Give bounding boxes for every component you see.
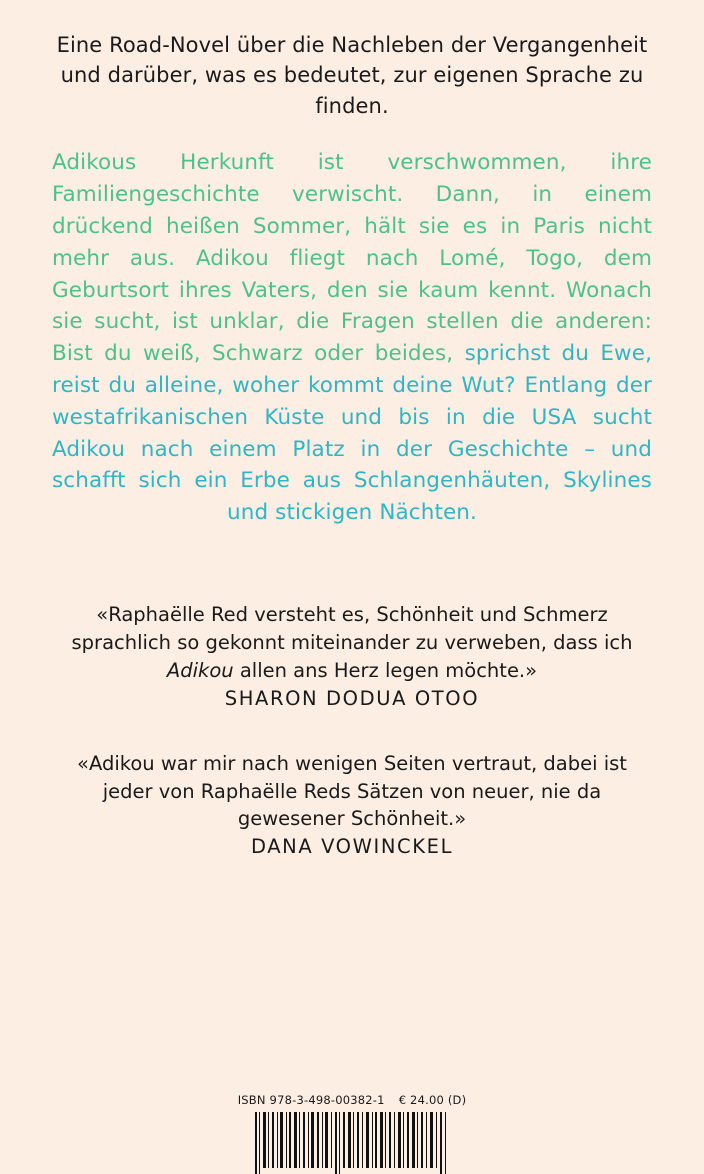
quote-text-after: allen ans Herz legen möchte.» — [233, 658, 538, 682]
back-cover-page — [0, 30, 704, 1174]
price-text: € 24.00 (D) — [398, 1093, 467, 1107]
quote-emphasis-title: Adikou — [166, 658, 234, 682]
quote-author: DANA VOWINCKEL — [250, 835, 454, 859]
quote-text — [52, 601, 652, 685]
blurb-teal-segment: sprichst du Ewe, reist du alleine, woher kommt deine Wut? Entlang der westafrikanischen Küste und bis in die USA sucht Adikou nach einem Platz in der Geschichte – und schafft sich ein Erbe aus Schlangenhäuten, Skylines und stickigen Nächten. — [52, 341, 653, 526]
barcode-icon — [253, 1112, 451, 1174]
quote-block — [52, 601, 652, 710]
quote-text — [52, 750, 652, 834]
blurb-green-segment: Adikous Herkunft ist verschwommen, ihre Familiengeschichte verwischt. Dann, in einem drückend heißen Sommer, hält sie es in Paris nicht mehr aus. Adikou fliegt nach Lomé, Togo, dem Geburtsort ihres Vaters, den sie kaum kennt. Wonach sie sucht, ist unklar, die Fragen stellen die anderen: Bist du weiß, Schwarz oder beides, — [52, 150, 652, 367]
blurb-paragraph — [52, 147, 652, 529]
footer — [0, 1093, 704, 1174]
quote-text-before: «Raphaëlle Red versteht es, Schönheit und Schmerz sprachlich so gekonnt miteinander zu verweben, dass ich — [71, 603, 633, 654]
quote-text-before: «Adikou war mir nach wenigen Seiten vertraut, dabei ist jeder von Raphaëlle Reds Sätzen von neuer, nie da gewesener Schönheit.» — [77, 751, 627, 831]
isbn-text: ISBN 978-3-498-00382-1 — [237, 1093, 385, 1107]
quote-author: SHARON DODUA OTOO — [224, 686, 480, 710]
tagline-text: Eine Road-Novel über die Nachleben der Vergangenheit und darüber, was es bedeutet, zur eigenen Sprache zu finden. — [56, 33, 648, 118]
quote-block — [52, 750, 652, 859]
isbn-price-line — [0, 1093, 704, 1107]
quotes-section — [52, 601, 652, 858]
